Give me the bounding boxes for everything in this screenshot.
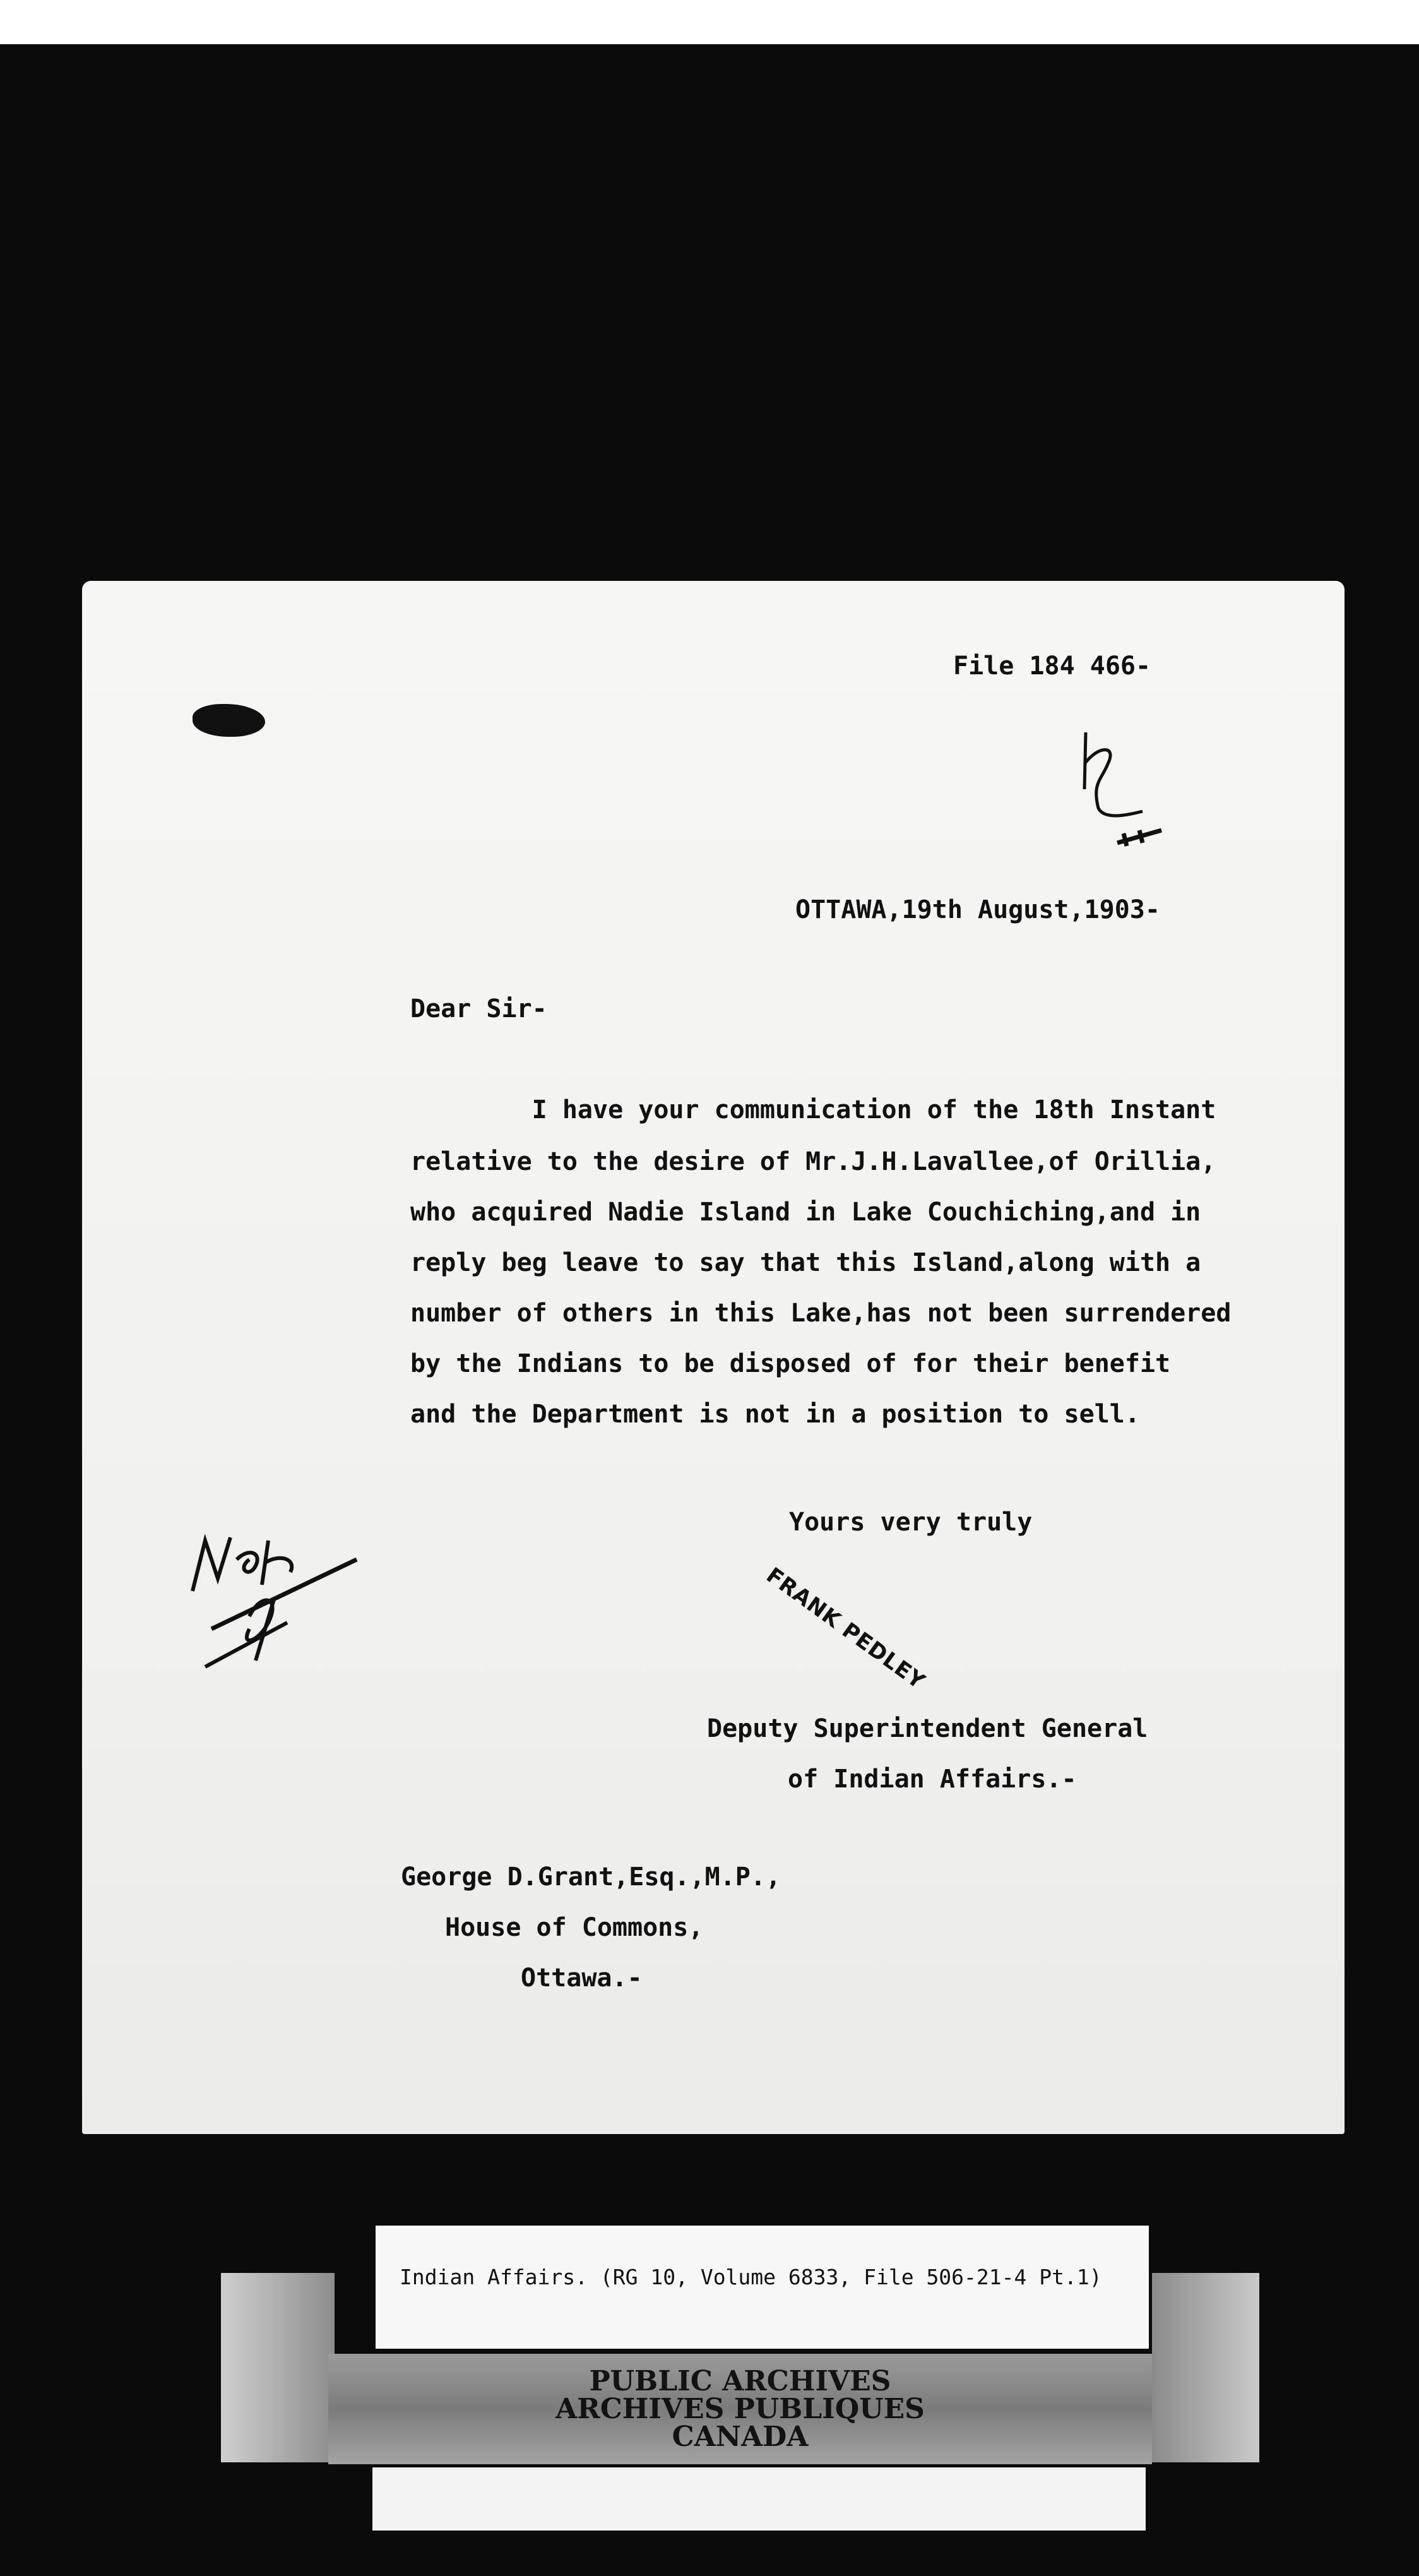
addressee-city: Ottawa.-: [521, 1964, 643, 1993]
salutation: Dear Sir-: [410, 994, 547, 1023]
archive-reference: Indian Affairs. (RG 10, Volume 6833, File 506-21-4 Pt.1): [400, 2265, 1102, 2289]
tape-right: [1152, 2273, 1259, 2462]
archives-stamp-line-1: PUBLIC ARCHIVES: [589, 2365, 891, 2397]
signatory-title-2: of Indian Affairs.-: [788, 1765, 1077, 1794]
archives-stamp-strip: [328, 2354, 1152, 2464]
handwritten-initial-mark: [1048, 720, 1187, 859]
body-line-7: and the Department is not in a position to sell.: [410, 1400, 1140, 1429]
archives-stamp-line-3: CANADA: [672, 2421, 809, 2453]
body-line-1: I have your communication of the 18th Instant: [410, 1095, 1216, 1124]
body-line-4: reply beg leave to say that this Island,along with a: [410, 1248, 1201, 1277]
ink-blot: [193, 704, 265, 737]
bottom-card: [372, 2467, 1146, 2531]
letter-page: [82, 581, 1345, 2134]
signature-stamp: FRANK PEDLEY: [761, 1563, 930, 1695]
file-number: File 184 466-: [953, 652, 1151, 681]
body-line-5: number of others in this Lake,has not been surrendered: [410, 1299, 1232, 1328]
archive-reference-card: [376, 2226, 1149, 2349]
signatory-title-1: Deputy Superintendent General: [707, 1714, 1148, 1743]
body-line-3: who acquired Nadie Island in Lake Couchiching,and in: [410, 1198, 1201, 1227]
archives-stamp-line-2: ARCHIVES PUBLIQUES: [555, 2393, 925, 2425]
body-line-2: relative to the desire of Mr.J.H.Lavallee,of Orillia,: [410, 1147, 1216, 1176]
handwritten-initials-left: [180, 1503, 388, 1673]
addressee-organization: House of Commons,: [445, 1913, 704, 1942]
dateline: OTTAWA,19th August,1903-: [795, 895, 1160, 924]
closing: Yours very truly: [789, 1508, 1033, 1537]
addressee-name: George D.Grant,Esq.,M.P.,: [401, 1863, 781, 1892]
tape-left: [221, 2273, 335, 2462]
body-line-6: by the Indians to be disposed of for their benefit: [410, 1349, 1171, 1378]
